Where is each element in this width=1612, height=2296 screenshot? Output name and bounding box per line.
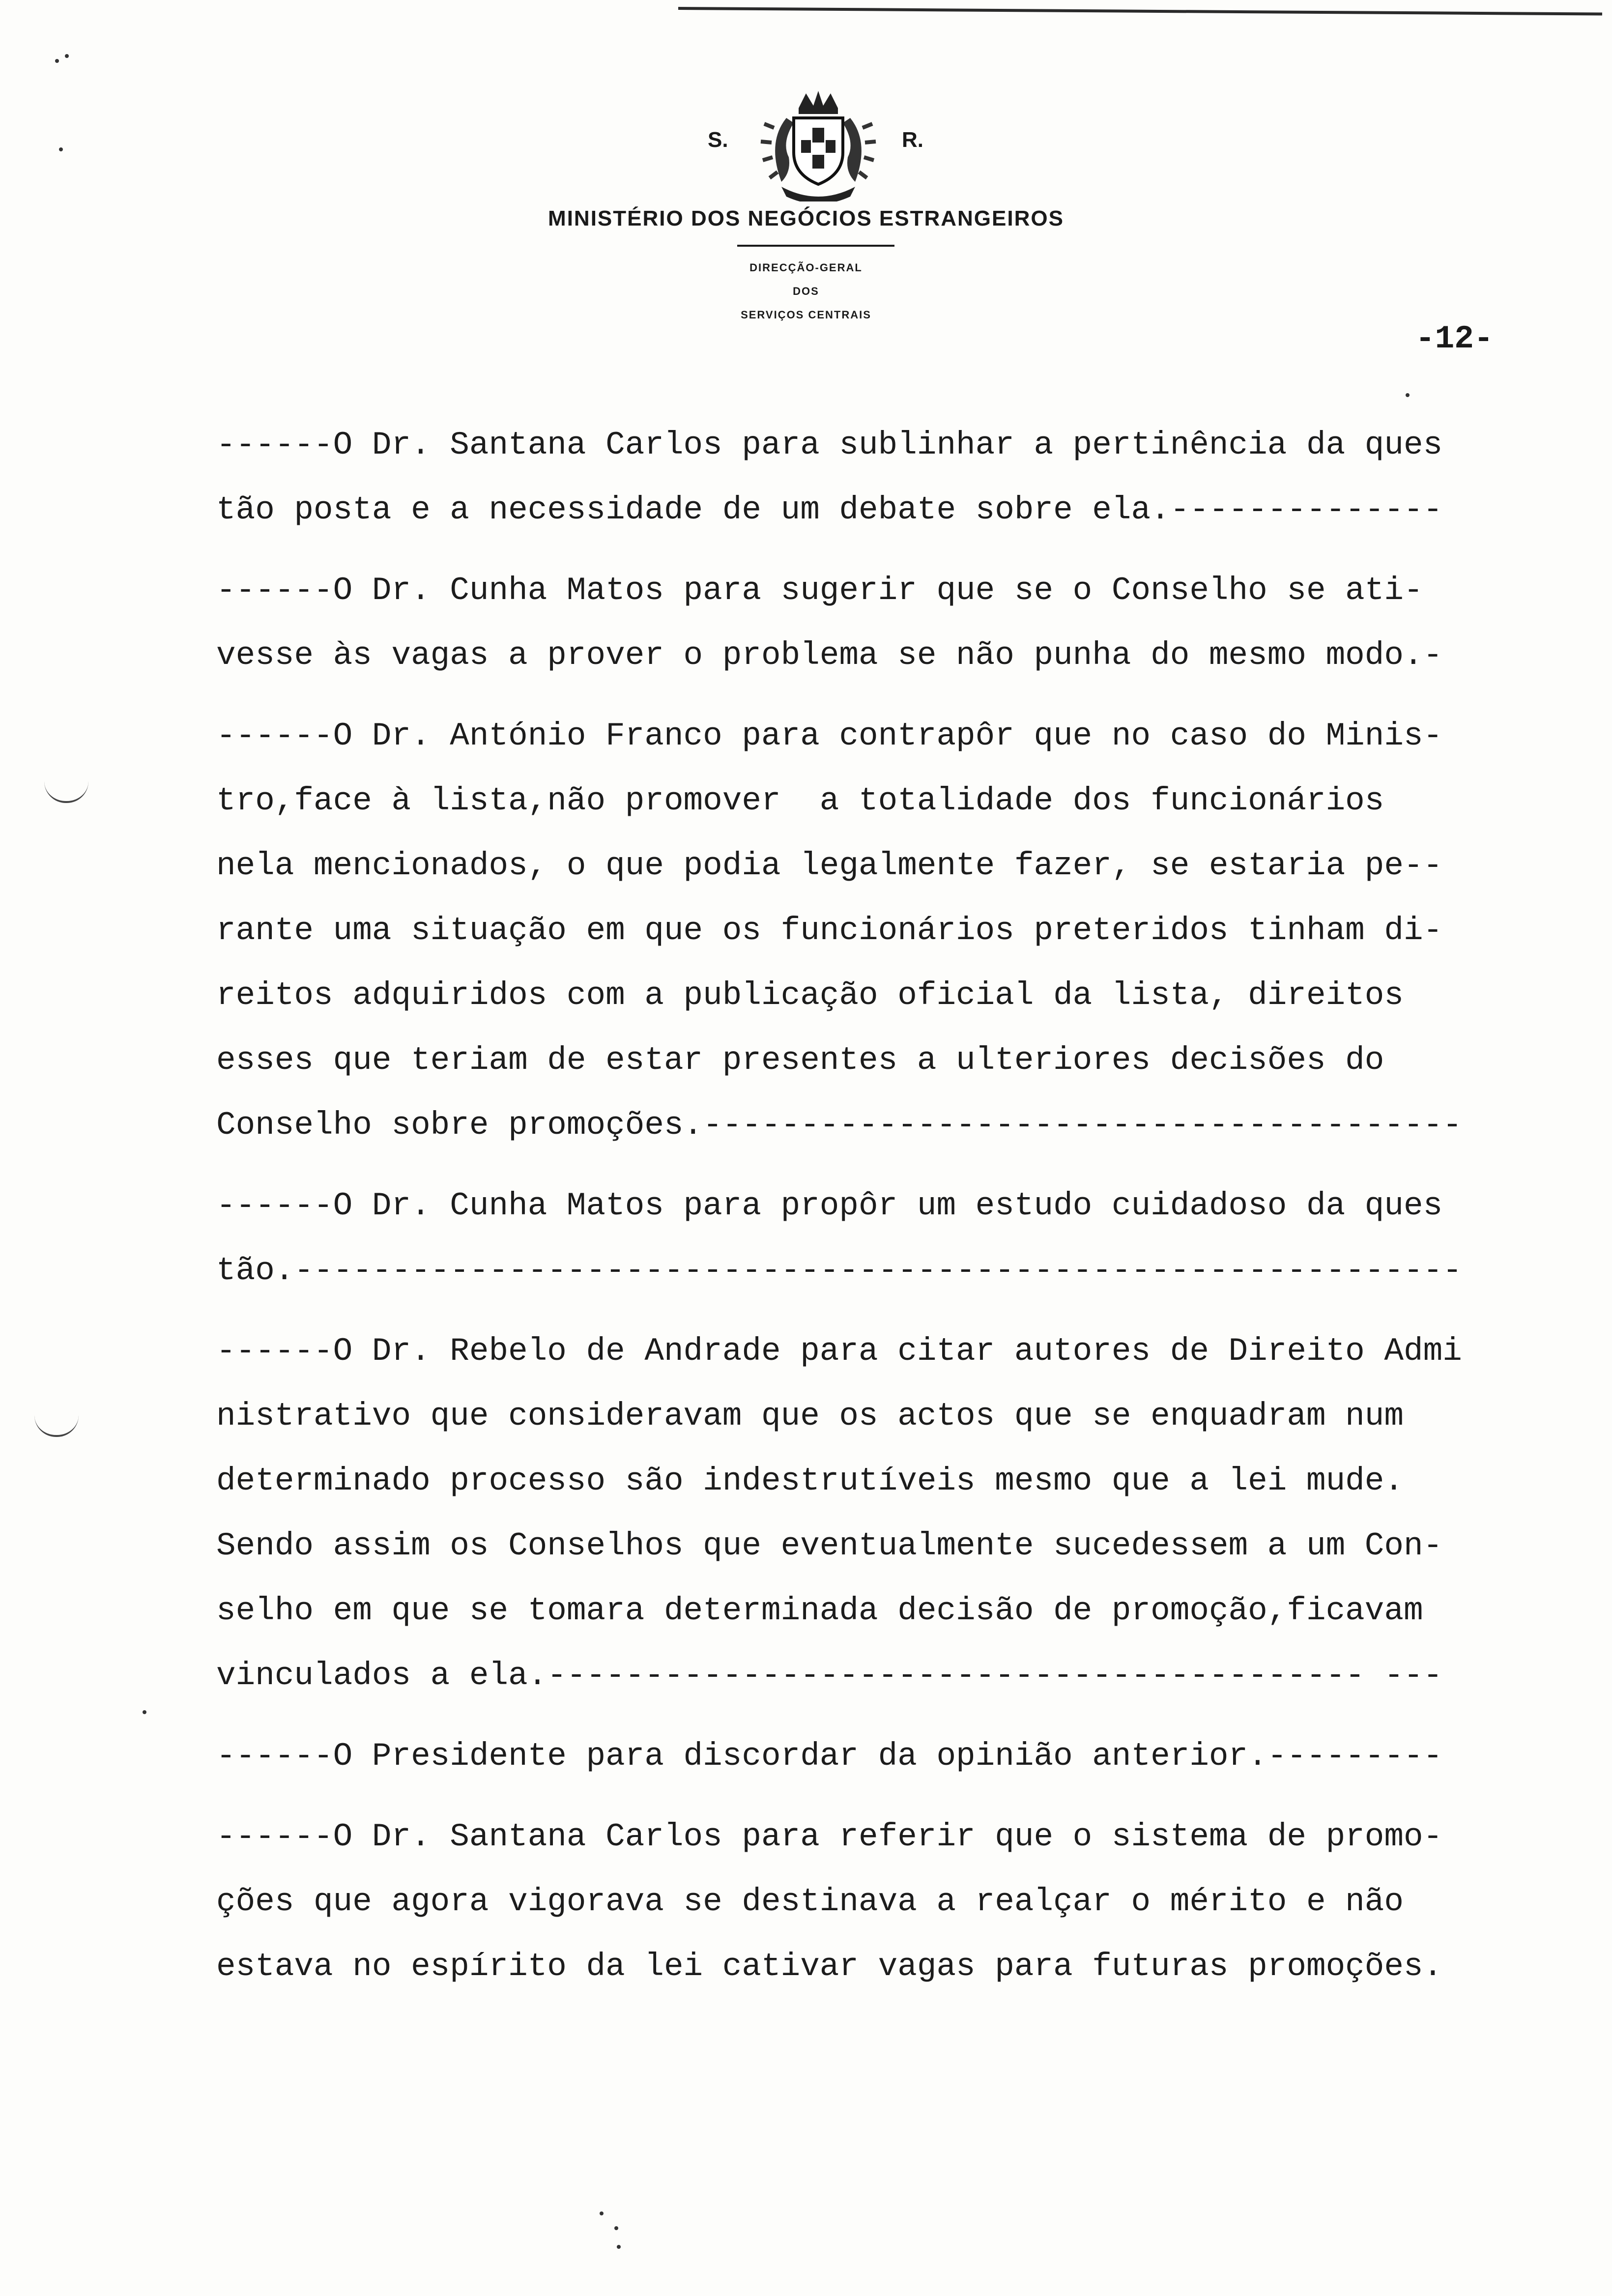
department-line-2: DOS <box>793 285 819 297</box>
text-line: ------O Dr. Cunha Matos para propôr um estudo cuidadoso da ques <box>216 1187 1443 1224</box>
text-line: Sendo assim os Conselhos que eventualmente sucedessem a um Con- <box>216 1527 1443 1564</box>
text-line: tro,face à lista,não promover a totalidade dos funcionários <box>216 782 1384 819</box>
text-line: ------O Dr. Santana Carlos para sublinhar a pertinência da ques <box>216 427 1443 463</box>
text-line: reitos adquiridos com a publicação oficial da lista, direitos <box>216 977 1404 1014</box>
punch-hole-mark <box>44 781 88 803</box>
text-line: determinado processo são indestrutíveis mesmo que a lei mude. <box>216 1463 1404 1499</box>
text-line: tão.------------------------------------------------------------ <box>216 1252 1462 1289</box>
text-line: tão posta e a necessidade de um debate sobre ela.-------------- <box>216 491 1443 528</box>
scan-speck <box>59 147 63 151</box>
minutes-paragraph <box>216 704 1524 1158</box>
text-line: vesse às vagas a prover o problema se não punha do mesmo modo.- <box>216 637 1443 674</box>
text-line: nela mencionados, o que podia legalmente fazer, se estaria pe-- <box>216 847 1443 884</box>
text-line: ------O Presidente para discordar da opinião anterior.--------- <box>216 1738 1443 1775</box>
portuguese-coat-of-arms-icon <box>752 88 885 201</box>
text-line: ------O Dr. António Franco para contrapôr que no caso do Minis- <box>216 718 1443 754</box>
text-line: estava no espírito da lei cativar vagas para futuras promoções. <box>216 1948 1443 1985</box>
department-line-1: DIRECÇÃO-GERAL <box>749 261 863 274</box>
text-line: esses que teriam de estar presentes a ulteriores decisões do <box>216 1042 1384 1079</box>
punch-hole-mark <box>34 1415 79 1437</box>
text-line: ------O Dr. Cunha Matos para sugerir que se o Conselho se ati- <box>216 572 1423 609</box>
paragraph-spacer <box>216 1789 1524 1805</box>
ministry-name: MINISTÉRIO DOS NEGÓCIOS ESTRANGEIROS <box>548 206 1064 230</box>
text-line: selho em que se tomara determinada decisão de promoção,ficavam <box>216 1592 1423 1629</box>
letterhead <box>0 88 1612 344</box>
text-line: ------O Dr. Rebelo de Andrade para citar autores de Direito Admi <box>216 1333 1462 1370</box>
scan-speck <box>55 59 59 63</box>
letterhead-right-initial: R. <box>902 128 923 152</box>
minutes-paragraph <box>216 413 1524 543</box>
minutes-body <box>216 413 1524 1999</box>
scan-speck <box>600 2211 604 2215</box>
paragraph-spacer <box>216 543 1524 558</box>
text-line: rante uma situação em que os funcionários preteridos tinham di- <box>216 912 1443 949</box>
text-line: nistrativo que consideravam que os actos que se enquadram num <box>216 1398 1404 1435</box>
paragraph-spacer <box>216 1708 1524 1724</box>
minutes-paragraph <box>216 1174 1524 1303</box>
scan-speck <box>614 2226 618 2230</box>
page-number: -12- <box>1415 320 1494 357</box>
minutes-paragraph <box>216 1805 1524 1999</box>
scan-speck <box>1406 393 1410 397</box>
scan-speck <box>617 2245 621 2249</box>
letterhead-left-initial: S. <box>708 128 728 152</box>
scan-edge-line <box>678 7 1602 15</box>
paragraph-spacer <box>216 1303 1524 1319</box>
text-line: vinculados a ela.------------------------------------------ --- <box>216 1657 1443 1694</box>
text-line: ções que agora vigorava se destinava a realçar o mérito e não <box>216 1883 1404 1920</box>
paragraph-spacer <box>216 1158 1524 1174</box>
minutes-paragraph <box>216 1319 1524 1708</box>
minutes-paragraph <box>216 1724 1524 1789</box>
text-line: Conselho sobre promoções.--------------------------------------- <box>216 1107 1462 1144</box>
scan-speck <box>143 1710 146 1714</box>
department-line-3: SERVIÇOS CENTRAIS <box>741 309 871 321</box>
scan-speck <box>65 54 69 58</box>
text-line: ------O Dr. Santana Carlos para referir que o sistema de promo- <box>216 1818 1443 1855</box>
letterhead-divider <box>737 245 894 247</box>
paragraph-spacer <box>216 688 1524 704</box>
minutes-paragraph <box>216 558 1524 688</box>
